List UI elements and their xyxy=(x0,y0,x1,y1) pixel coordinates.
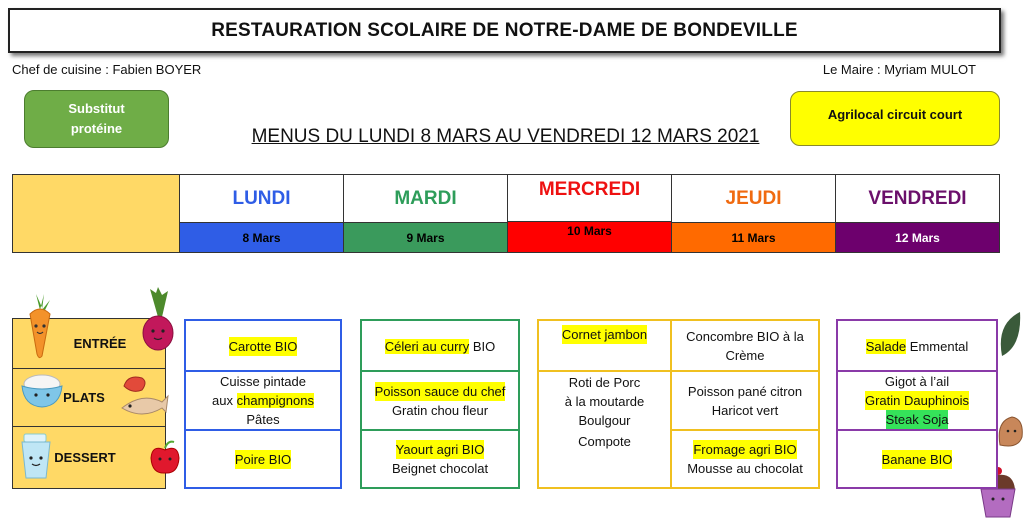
day-name: JEUDI xyxy=(672,175,835,223)
day-name: MARDI xyxy=(344,175,507,223)
menu-lundi xyxy=(184,319,342,489)
menu-mercredi-jeudi xyxy=(537,319,820,489)
apple-icon xyxy=(148,440,182,476)
carrot-icon xyxy=(22,290,58,360)
page-title: RESTAURATION SCOLAIRE DE NOTRE-DAME DE BONDEVILLE xyxy=(8,8,1001,53)
vendredi-entree: Salade Emmental xyxy=(865,338,969,354)
legend-agrilocal: Agrilocal circuit court xyxy=(790,91,1000,146)
lundi-plat: Cuisse pintade aux champignons Pâtes xyxy=(212,374,314,427)
day-name: VENDREDI xyxy=(836,175,999,223)
mercredi-plat: Roti de Porc à la moutarde Boulgour xyxy=(564,374,645,428)
vendredi-dessert: Banane BIO xyxy=(881,451,953,467)
day-column-jeudi xyxy=(672,175,836,252)
day-header-table xyxy=(12,174,1000,253)
mardi-entree: Céleri au curry BIO xyxy=(384,338,496,354)
day-column-lundi xyxy=(180,175,344,252)
meat-fish-icon xyxy=(118,372,170,424)
day-name: LUNDI xyxy=(180,175,343,223)
day-name: MERCREDI xyxy=(508,175,671,222)
day-date: 12 Mars xyxy=(836,223,999,252)
mercredi-entree: Cornet jambon xyxy=(561,326,648,342)
category-dessert: DESSERT xyxy=(54,450,116,465)
rice-bowl-icon xyxy=(18,370,66,410)
mardi-dessert: Yaourt agri BIO Beignet chocolat xyxy=(391,442,489,476)
day-column-vendredi xyxy=(836,175,999,252)
day-date: 9 Mars xyxy=(344,223,507,252)
menu-mardi xyxy=(360,319,520,489)
chef-label: Chef de cuisine : Fabien BOYER xyxy=(12,62,202,77)
lundi-dessert: Poire BIO xyxy=(234,451,292,467)
leaf-icon xyxy=(994,310,1024,366)
radish-icon xyxy=(138,287,178,359)
legend-substitut-proteine: Substitut protéine xyxy=(24,90,169,148)
menus-title: MENUS DU LUNDI 8 MARS AU VENDREDI 12 MARS 2021 xyxy=(251,126,760,147)
table-corner xyxy=(13,175,180,252)
maire-label: Le Maire : Myriam MULOT xyxy=(822,62,976,77)
day-date: 11 Mars xyxy=(672,223,835,252)
mardi-plat: Poisson sauce du chef Gratin chou fleur xyxy=(374,383,506,418)
day-date: 8 Mars xyxy=(180,223,343,252)
lundi-entree: Carotte BIO xyxy=(228,338,298,354)
day-date: 10 Mars xyxy=(508,222,671,252)
menu-vendredi xyxy=(836,319,998,489)
vendredi-plat: Gigot à l’ail Gratin Dauphinois Steak Soja xyxy=(864,374,970,427)
category-entree: ENTRÉE xyxy=(13,319,165,369)
day-column-mardi xyxy=(344,175,508,252)
category-plats: PLATS xyxy=(13,369,165,427)
yogurt-icon xyxy=(18,430,54,482)
mercredi-dessert: Compote xyxy=(578,433,631,449)
jeudi-dessert: Fromage agri BIO Mousse au chocolat xyxy=(687,442,803,476)
jeudi-plat: Poisson pané citron Haricot vert xyxy=(687,383,803,418)
day-column-mercredi xyxy=(508,175,672,252)
jeudi-entree: Concombre BIO à la Crème xyxy=(686,329,804,363)
bread-icon xyxy=(996,415,1024,449)
